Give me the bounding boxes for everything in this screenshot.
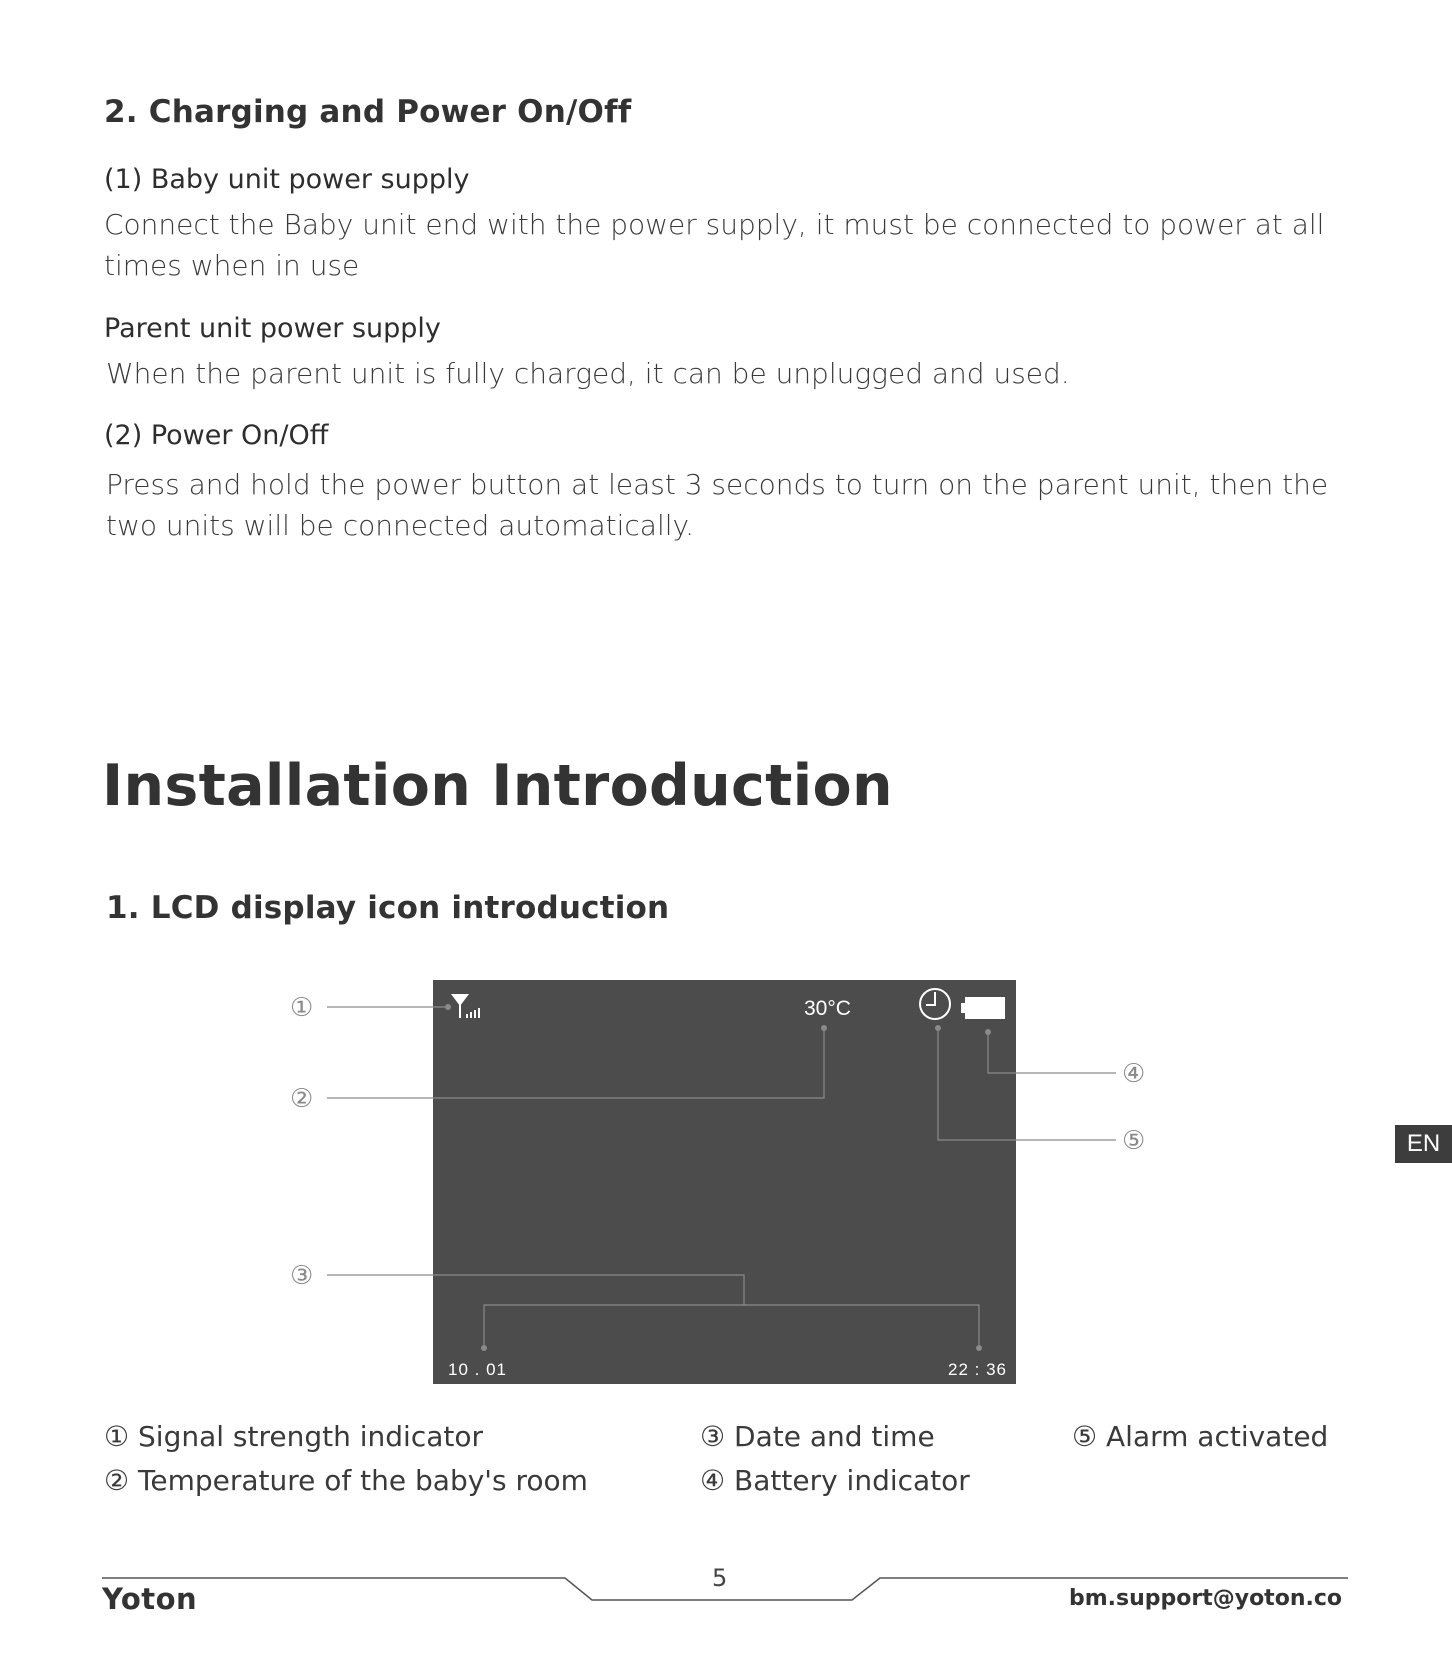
legend-item-1: [104, 1420, 483, 1453]
paragraph-parent-unit: When the parent unit is fully charged, it can be unplugged and used.: [106, 357, 1070, 390]
callout-1: ①: [290, 993, 314, 1023]
legend-number: ②: [104, 1464, 130, 1497]
legend-label: Alarm activated: [1106, 1420, 1329, 1453]
lcd-time: 22 : 36: [948, 1360, 1007, 1379]
language-tab: EN: [1395, 1125, 1452, 1163]
lcd-diagram: [0, 960, 1452, 1400]
legend-number: ①: [104, 1420, 130, 1453]
legend-item-5: [1072, 1420, 1328, 1453]
callout-4: ④: [1122, 1059, 1146, 1089]
legend-number: ③: [700, 1420, 726, 1453]
subheading-baby-unit: (1) Baby unit power supply: [104, 164, 470, 195]
legend-label: Date and time: [734, 1420, 935, 1453]
legend-label: Temperature of the baby's room: [138, 1464, 588, 1497]
legend-item-3: [700, 1420, 935, 1453]
footer-email: bm.support@yoton.co: [1068, 1586, 1342, 1611]
lcd-temperature: 30°C: [804, 997, 851, 1020]
legend-item-2: [104, 1464, 588, 1497]
subheading-parent-unit: Parent unit power supply: [104, 313, 441, 344]
lcd-heading: 1. LCD display icon introduction: [106, 890, 670, 926]
section-heading-charging: 2. Charging and Power On/Off: [104, 94, 632, 130]
callout-5: ⑤: [1122, 1126, 1146, 1156]
legend-label: Signal strength indicator: [138, 1420, 484, 1453]
battery-icon: [961, 997, 1005, 1019]
legend-number: ⑤: [1072, 1420, 1098, 1453]
callout-3: ③: [290, 1261, 314, 1291]
page-number: 5: [712, 1564, 728, 1592]
legend-number: ④: [700, 1464, 726, 1497]
callout-2: ②: [290, 1084, 314, 1114]
paragraph-baby-unit: Connect the Baby unit end with the power supply, it must be connected to power at all times when in use: [104, 208, 1325, 282]
paragraph-power: Press and hold the power button at least 3 seconds to turn on the parent unit, then the two units will be connected automatically.: [106, 468, 1329, 542]
installation-title: Installation Introduction: [102, 753, 893, 819]
lcd-date: 10 . 01: [448, 1360, 507, 1379]
subheading-power: (2) Power On/Off: [104, 420, 329, 451]
lcd-screen: [433, 980, 1016, 1384]
legend-item-4: [700, 1464, 970, 1497]
footer-brand-logo: Yoton: [102, 1582, 198, 1616]
legend-label: Battery indicator: [734, 1464, 970, 1497]
